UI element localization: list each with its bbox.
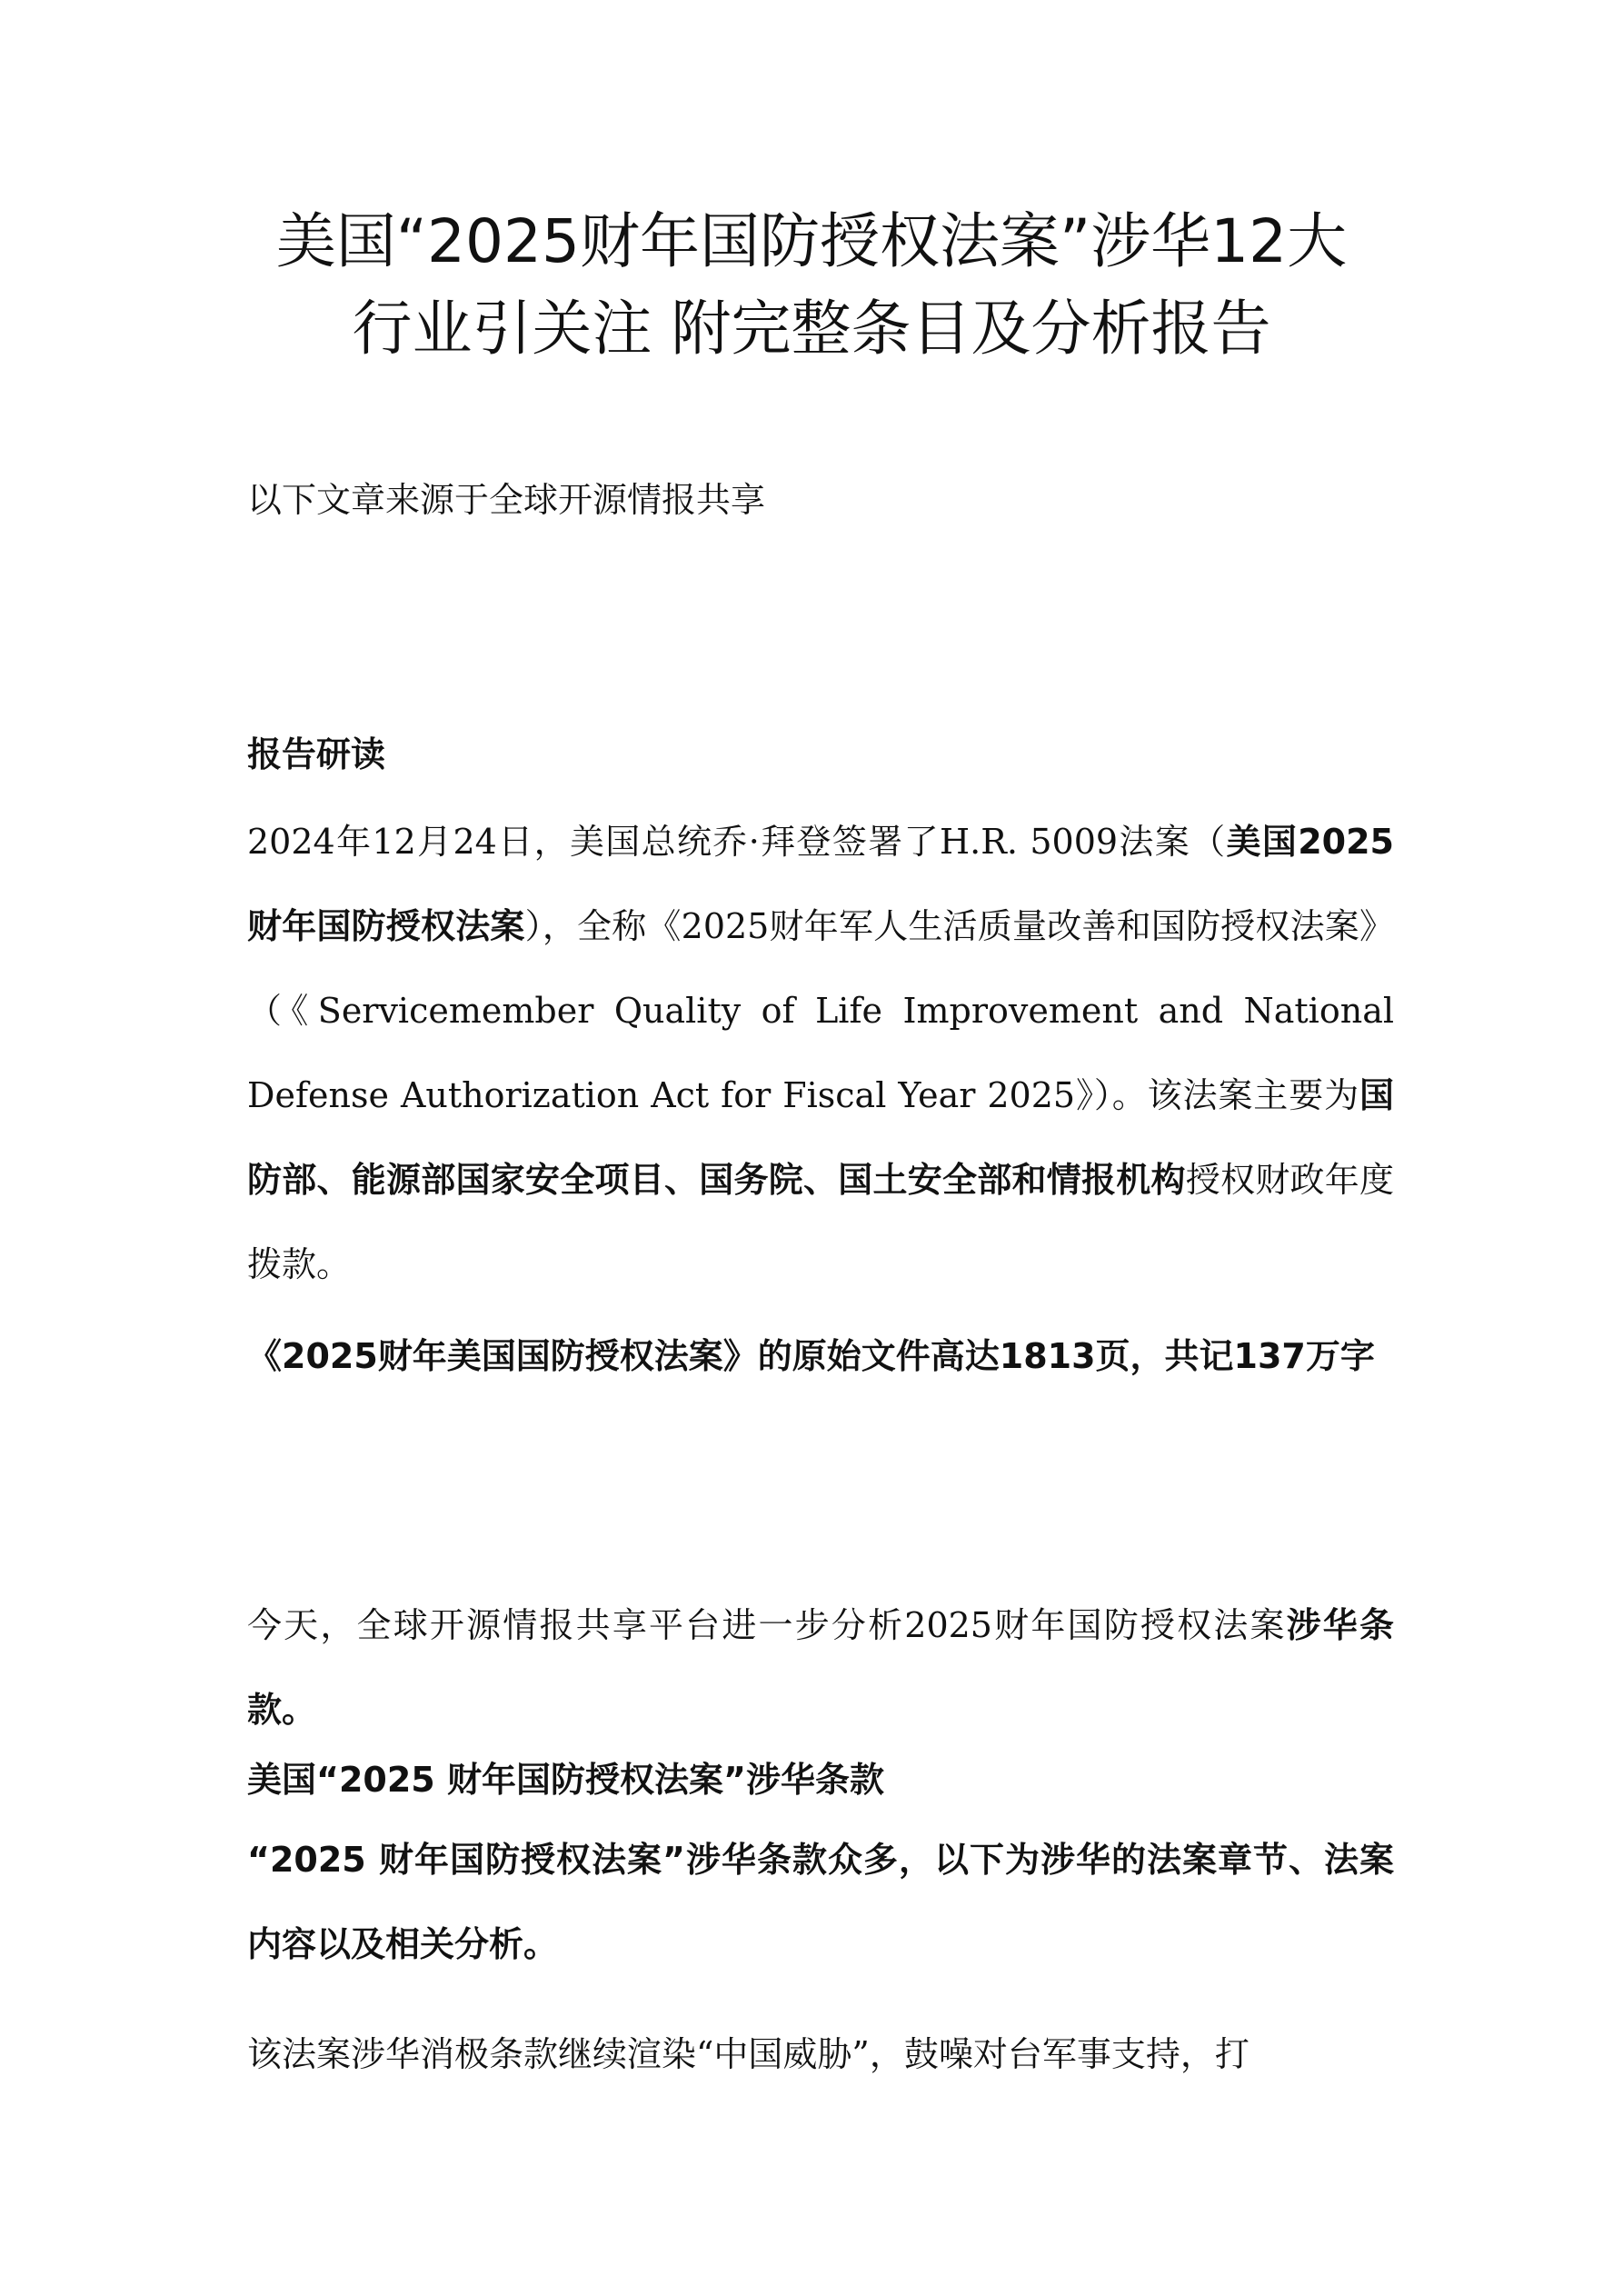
paragraph-page-count: 《2025财年美国国防授权法案》的原始文件高达1813页，共记137万字 xyxy=(247,1336,1375,1376)
bold-text: 美国2025财年国防授权法案 xyxy=(247,822,1394,946)
paragraph-text: 授权财政年度拨款。 xyxy=(247,1160,1394,1284)
paragraph-text: 2024年12月24日，美国总统乔·拜登签署了H.R. 5009法案（ xyxy=(247,822,1227,862)
title-line-2: 行业引关注 附完整条目及分析报告 xyxy=(352,294,1271,364)
bold-text: 涉华条款。 xyxy=(247,1605,1394,1730)
section-heading: 美国“2025 财年国防授权法案”涉华条款 xyxy=(247,1760,884,1800)
report-heading: 报告研读 xyxy=(247,734,386,774)
bold-text: 国防部、能源部国家安全项目、国务院、国土安全部和情报机构 xyxy=(247,1075,1394,1200)
paragraph-text: 今天，全球开源情报共享平台进一步分析2025财年国防授权法案 xyxy=(247,1605,1287,1645)
paragraph-negative-clauses: 该法案涉华消极条款继续渲染“中国威胁”，鼓噪对台军事支持，打 xyxy=(247,2034,1250,2074)
title-line-1: 美国“2025财年国防授权法案”涉华12大 xyxy=(275,206,1348,276)
source-note: 以下文章来源于全球开源情报共享 xyxy=(247,480,766,520)
paragraph-signing xyxy=(247,800,1394,1307)
document-title xyxy=(218,198,1405,373)
paragraph-clauses-overview: “2025 财年国防授权法案”涉华条款众多，以下为涉华的法案章节、法案内容以及相关分析。 xyxy=(247,1840,1394,1964)
paragraph-analysis-intro xyxy=(247,1583,1394,1752)
paragraph-text: ），全称《2025财年军人生活质量改善和国防授权法案》（《Servicemember Quality of Life Improvement and National Defense Authorization Act for Fiscal Year 2025》）。该法案主要为 xyxy=(247,906,1394,1115)
